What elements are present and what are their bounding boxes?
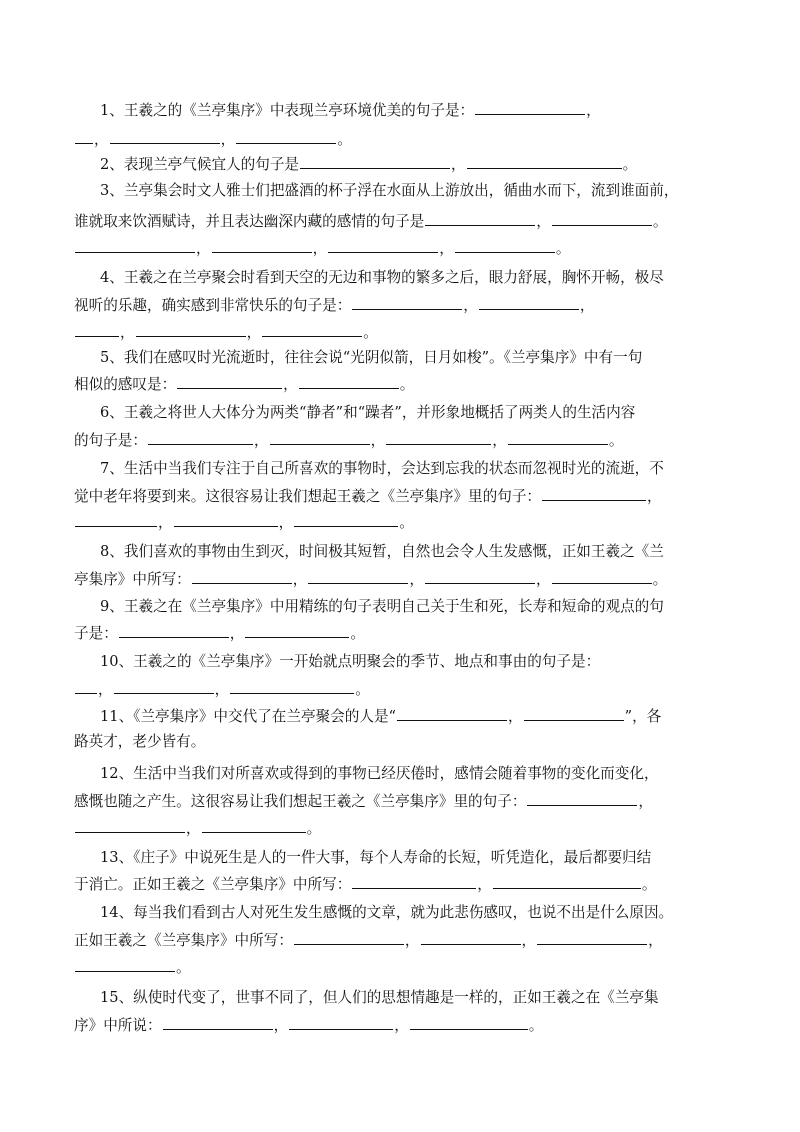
q11-blank-1[interactable]: [397, 705, 507, 721]
comma: ，: [229, 625, 245, 642]
q6-blank-2[interactable]: [270, 429, 370, 445]
comma: ，: [394, 1017, 409, 1034]
q11-text-1: 11、《兰亭集序》中交代了在兰亭聚会的人是“: [100, 708, 397, 725]
comma: ，: [370, 432, 386, 449]
q8-text-1: 8、我们喜欢的事物由生到灭，时间极其短暂，自然也会令人生发感慨，正如王羲之《兰: [100, 543, 664, 560]
q13-text-2: 于消亡。正如王羲之《兰亭集序》中所写：: [74, 876, 352, 893]
comma: ，: [278, 514, 294, 531]
q6-blank-4[interactable]: [508, 429, 608, 445]
comma: ，: [292, 571, 308, 588]
q11-line-2: [74, 732, 205, 752]
comma: ，: [312, 240, 328, 257]
comma: ，: [158, 514, 173, 531]
period: 。: [399, 376, 415, 393]
q8-blank-3[interactable]: [425, 568, 535, 584]
q7-line-2: [74, 485, 662, 505]
period: 。: [176, 959, 191, 976]
comma: ，: [196, 240, 211, 257]
comma: ，: [477, 876, 492, 893]
comma: ，: [492, 432, 507, 449]
q4-text-2: 视听的乐趣，确实感到非常快乐的句子是：: [74, 297, 352, 314]
period: 。: [399, 514, 414, 531]
q3-text-2: 谁就取来饮酒赋诗，并且表达幽深内藏的感情的句子是: [74, 213, 425, 230]
q13-blank-1[interactable]: [352, 873, 476, 889]
q15-blank-2[interactable]: [289, 1014, 393, 1030]
q9-blank-2[interactable]: [245, 622, 349, 638]
q15-line-2: [74, 1014, 543, 1034]
q5-blank-2[interactable]: [299, 373, 399, 389]
q6-line-2: [74, 429, 623, 449]
q11-tail: ”，各: [624, 708, 662, 725]
q15-blank-1[interactable]: [163, 1014, 273, 1030]
comma: ，: [409, 571, 424, 588]
q12-text-1: 12、生活中当我们对所喜欢或得到的事物已经厌倦时，感情会随着事物的变化而变化，: [100, 765, 659, 782]
q14-blank-1[interactable]: [294, 929, 404, 945]
q11-text-2: 路英才，老少皆有。: [74, 733, 206, 750]
q4-blank-5[interactable]: [262, 321, 362, 337]
q9-blank-1[interactable]: [119, 622, 229, 638]
q2-text: 2、表现兰亭气候宜人的句子是: [100, 156, 300, 173]
q4-blank-4[interactable]: [136, 321, 246, 337]
comma: ，: [508, 708, 523, 725]
q7-line-3: [74, 511, 414, 531]
q9-line-2: [74, 622, 365, 642]
q7-blank-1[interactable]: [542, 485, 646, 501]
q8-line-2: [74, 568, 667, 588]
q4-text-1: 4、王羲之在兰亭聚会时看到天空的无边和事物的繁多之后，眼力舒展，胸怀开畅，极尽: [100, 269, 664, 286]
q1-line-2: [74, 128, 352, 148]
q2-blank-1[interactable]: [300, 153, 450, 169]
q14-blank-4[interactable]: [75, 956, 175, 972]
q4-line-2: [74, 294, 595, 314]
q3-text-1: 3、兰亭集会时文人雅士们把盛酒的杯子浮在水面从上游放出，循曲水而下，流到谁面前，: [100, 182, 679, 199]
q8-blank-4[interactable]: [552, 568, 652, 584]
q1-blank-1[interactable]: [475, 99, 585, 115]
q15-text-1: 15、纵使时代变了，世事不同了，但人们的思想情趣是一样的，正如王羲之在《兰亭集: [100, 989, 659, 1006]
comma: ，: [94, 131, 109, 148]
q4-blank-3[interactable]: [75, 321, 119, 337]
q6-line-1: [100, 403, 635, 423]
q12-line-2: [74, 790, 653, 810]
q14-line-3: [74, 956, 191, 976]
period: 。: [652, 571, 668, 588]
q6-blank-3[interactable]: [386, 429, 491, 445]
q4-line-1: [100, 268, 664, 288]
comma: ，: [647, 488, 662, 505]
q14-line-1: [100, 903, 673, 923]
period: 。: [555, 240, 571, 257]
comma: ，: [404, 932, 420, 949]
q2-blank-2[interactable]: [467, 153, 622, 169]
q3-blank-4[interactable]: [212, 237, 312, 253]
q12-line-3: [74, 817, 321, 837]
q5-text-1: 5、我们在感叹时光流逝时，往往会说“光阴似箭，日月如梭”。《兰亭集序》中有一句: [100, 349, 643, 366]
q5-line-1: [100, 348, 642, 368]
q14-blank-3[interactable]: [537, 929, 647, 945]
q4-line-3: [74, 321, 378, 341]
q7-blank-3[interactable]: [174, 511, 278, 527]
comma: ，: [98, 681, 113, 698]
comma: ，: [246, 324, 262, 341]
comma: ，: [535, 571, 551, 588]
comma: ，: [273, 1017, 289, 1034]
q7-text-2: 觉中老年将要到来。这很容易让我们想起王羲之《兰亭集序》里的句子：: [74, 488, 542, 505]
q10-line-1: [100, 652, 600, 672]
comma: ，: [120, 324, 135, 341]
q3-line-1: [100, 181, 678, 201]
q4-blank-2[interactable]: [479, 294, 579, 310]
q8-text-2: 亭集序》中所写：: [74, 571, 191, 588]
period: 。: [608, 432, 624, 449]
q7-blank-4[interactable]: [294, 511, 398, 527]
comma: ，: [586, 102, 601, 119]
q1-blank-2[interactable]: [75, 128, 93, 144]
period: 。: [363, 324, 378, 341]
period: 。: [528, 1017, 544, 1034]
period: 。: [652, 213, 668, 230]
q13-line-1: [100, 848, 651, 868]
q14-blank-2[interactable]: [421, 929, 521, 945]
comma: ，: [439, 240, 454, 257]
q4-blank-1[interactable]: [352, 294, 462, 310]
q14-line-2: [74, 929, 663, 949]
comma: ，: [253, 432, 269, 449]
q3-blank-2[interactable]: [552, 210, 652, 226]
q10-blank-2[interactable]: [114, 678, 214, 694]
q3-line-2: [74, 210, 667, 230]
q10-blank-1[interactable]: [75, 678, 97, 694]
period: 。: [306, 820, 322, 837]
q8-line-1: [100, 542, 664, 562]
comma: ，: [536, 213, 551, 230]
comma: ，: [220, 131, 236, 148]
q6-blank-1[interactable]: [148, 429, 253, 445]
q3-blank-1[interactable]: [425, 210, 535, 226]
q12-blank-1[interactable]: [527, 790, 637, 806]
q15-blank-3[interactable]: [410, 1014, 528, 1030]
comma: ，: [648, 932, 663, 949]
q1-blank-3[interactable]: [110, 128, 220, 144]
q3-line-3: [74, 237, 570, 257]
q10-line-2: [74, 678, 370, 698]
q14-text-1: 14、每当我们看到古人对死生发生感慨的文章，就为此悲伤感叹，也说不出是什么原因。: [100, 904, 674, 921]
q7-text-1: 7、生活中当我们专注于自己所喜欢的事物时，会达到忘我的状态而忽视时光的流逝，不: [100, 460, 664, 477]
q5-line-2: [74, 373, 414, 393]
q2-line-1: [100, 153, 637, 173]
q14-text-2: 正如王羲之《兰亭集序》中所写：: [74, 932, 293, 949]
q11-blank-2[interactable]: [524, 705, 624, 721]
q5-blank-1[interactable]: [177, 373, 282, 389]
comma: ，: [186, 820, 201, 837]
comma: ，: [214, 681, 230, 698]
q6-text-2: 的句子是：: [74, 432, 147, 449]
q12-line-1: [100, 764, 659, 784]
q12-text-2: 感慨也随之产生。这很容易让我们想起王羲之《兰亭集序》里的句子：: [74, 793, 527, 810]
period: 。: [337, 131, 352, 148]
q12-blank-2[interactable]: [75, 817, 185, 833]
q13-line-2: [74, 873, 657, 893]
q1-blank-4[interactable]: [236, 128, 336, 144]
q10-blank-3[interactable]: [230, 678, 354, 694]
q8-blank-1[interactable]: [192, 568, 292, 584]
comma: ，: [451, 156, 466, 173]
comma: ，: [283, 376, 298, 393]
period: 。: [641, 876, 657, 893]
q6-text-1: 6、王羲之将世人大体分为两类“静者”和“躁者”，并形象地概括了两类人的生活内容: [100, 404, 636, 421]
comma: ，: [638, 793, 654, 810]
q13-text-1: 13、《庄子》中说死生是人的一件大事，每个人寿命的长短，听凭造化，最后都要归结: [100, 849, 652, 866]
q1-text: 1、王羲之的《兰亭集序》中表现兰亭环境优美的句子是：: [100, 102, 475, 119]
comma: ，: [521, 932, 537, 949]
q1-line-1: [100, 99, 601, 119]
q12-blank-3[interactable]: [202, 817, 306, 833]
comma: ，: [579, 297, 595, 314]
q7-blank-2[interactable]: [75, 511, 157, 527]
q9-text-2: 子是：: [74, 625, 118, 642]
q13-blank-2[interactable]: [493, 873, 641, 889]
q15-text-2: 序》中所说：: [74, 1017, 162, 1034]
q3-blank-6[interactable]: [455, 237, 555, 253]
q9-line-1: [100, 597, 664, 617]
period: 。: [350, 625, 366, 642]
q5-text-2: 相似的感叹是：: [74, 376, 177, 393]
q7-line-1: [100, 459, 664, 479]
q8-blank-2[interactable]: [308, 568, 408, 584]
q15-line-1: [100, 988, 659, 1008]
comma: ，: [463, 297, 478, 314]
q11-line-1: [100, 705, 661, 725]
period: 。: [355, 681, 370, 698]
q10-text-1: 10、王羲之的《兰亭集序》一开始就点明聚会的季节、地点和事由的句子是：: [100, 653, 601, 670]
q3-blank-5[interactable]: [328, 237, 438, 253]
q3-blank-3[interactable]: [75, 237, 195, 253]
period: 。: [622, 156, 638, 173]
q9-text-1: 9、王羲之在《兰亭集序》中用精练的句子表明自己关于生和死，长寿和短命的观点的句: [100, 598, 664, 615]
